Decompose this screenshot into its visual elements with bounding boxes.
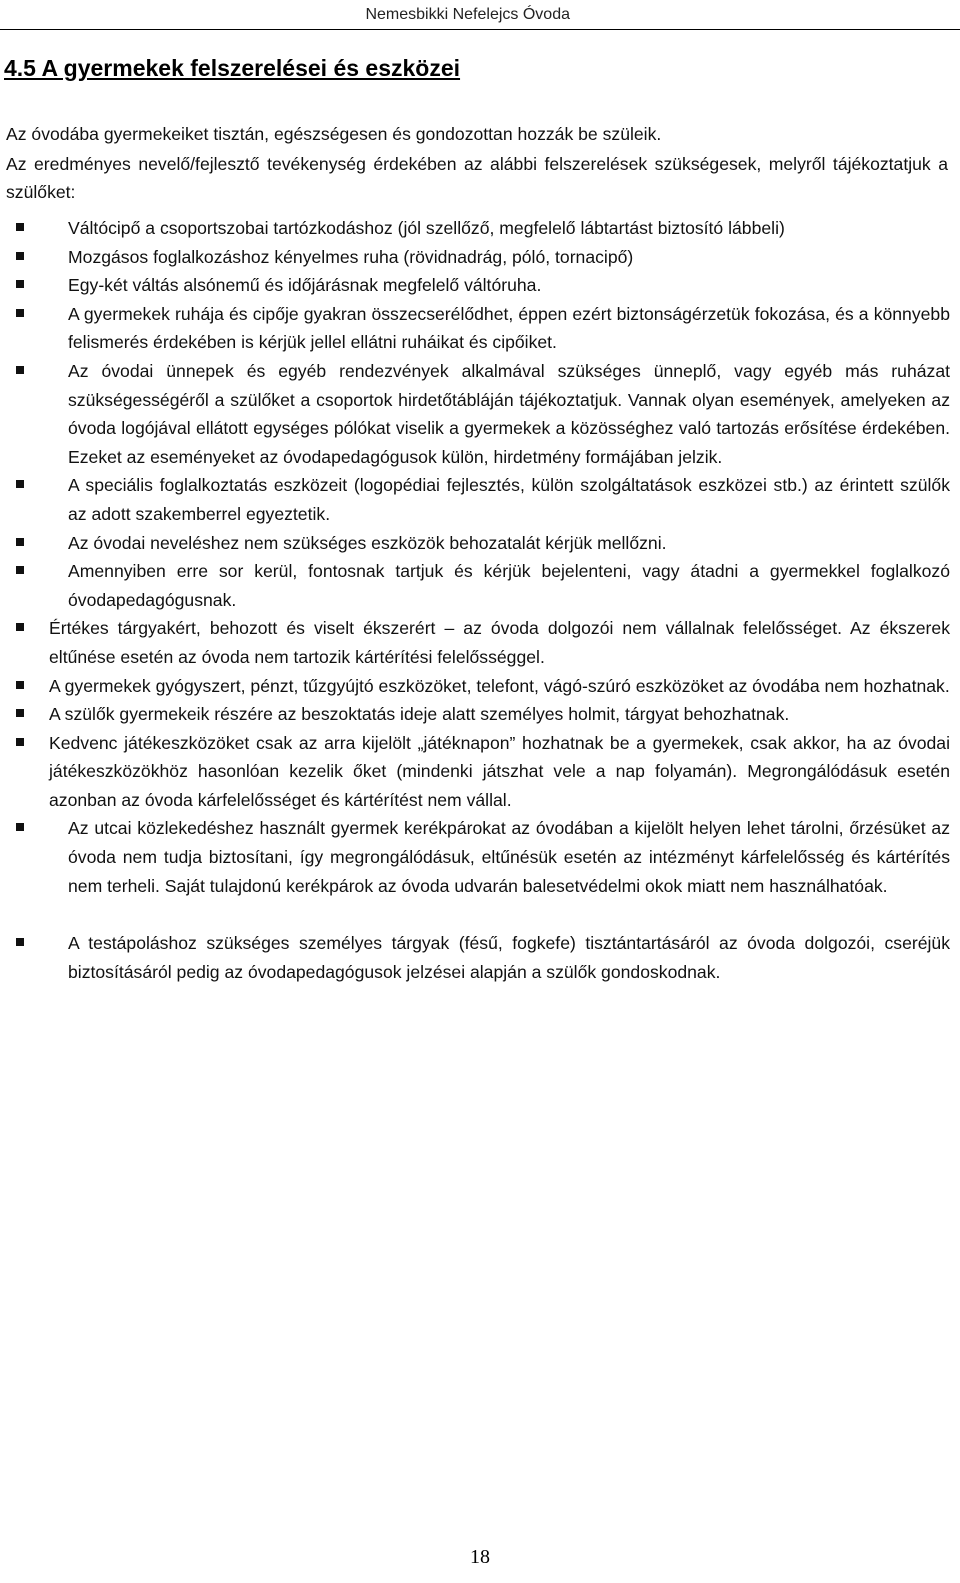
list-item: Az utcai közlekedéshez használt gyermek kerékpárokat az óvodában a kijelölt helyen lehet tárolni, őrzésüket az óvoda nem tudja biztosítani, így megrongálódásuk, eltűnésük esetén az intézményt kárfelelősség és kártérítés nem terheli. Saját tulajdonú kerékpárok az óvoda udvarán balesetvédelmi okok miatt nem használhatóak. (16, 814, 950, 900)
square-bullet-icon (16, 823, 24, 831)
intro-paragraph-2: Az eredményes nevelő/fejlesztő tevékenység érdekében az alábbi felszerelések szükségesek, melyről tájékoztatjuk a szülőket: (6, 154, 948, 202)
list-item: A speciális foglalkoztatás eszközeit (logopédiai fejlesztés, külön szolgáltatások eszközei stb.) az érintett szülők az adott szakemberrel egyeztetik. (16, 471, 950, 528)
list-item: Az óvodai neveléshez nem szükséges eszközök behozatalát kérjük mellőzni. (16, 529, 950, 558)
page-header: Nemesbikki Nefelejcs Óvoda (365, 6, 570, 23)
square-bullet-icon (16, 681, 24, 689)
requirements-list (16, 214, 950, 986)
section-title: 4.5 A gyermekek felszerelései és eszközei (4, 55, 461, 81)
list-item: A gyermekek gyógyszert, pénzt, tűzgyújtó eszközöket, telefont, vágó-szúró eszközöket az óvodába nem hozhatnak. (16, 672, 950, 701)
square-bullet-icon (16, 480, 24, 488)
list-item: Váltócipő a csoportszobai tartózkodáshoz (jól szellőző, megfelelő lábtartást biztosító lábbeli) (16, 214, 950, 243)
square-bullet-icon (16, 280, 24, 288)
square-bullet-icon (16, 223, 24, 231)
square-bullet-icon (16, 252, 24, 260)
list-item: Az óvodai ünnepek és egyéb rendezvények alkalmával szükséges ünneplő, vagy egyéb más ruházat szükségességéről a szülőket a csoportok hirdetőtábláján tájékoztatjuk. Vannak olyan események, amelyeken az óvoda logójával ellátott egységes pólókat viselik a gyermekek a közösséghez való tartozás erősítése érdekében. Ezeket az eseményeket az óvodapedagógusok külön, hirdetmény formájában jelzik. (16, 357, 950, 471)
square-bullet-icon (16, 738, 24, 746)
square-bullet-icon (16, 938, 24, 946)
square-bullet-icon (16, 566, 24, 574)
square-bullet-icon (16, 366, 24, 374)
square-bullet-icon (16, 623, 24, 631)
list-item: Mozgásos foglalkozáshoz kényelmes ruha (rövidnadrág, póló, tornacipő) (16, 243, 950, 272)
intro-paragraph-1: Az óvodába gyermekeiket tisztán, egészségesen és gondozottan hozzák be szüleik. (6, 124, 662, 144)
header-rule (0, 29, 960, 30)
square-bullet-icon (16, 709, 24, 717)
list-item: Egy-két váltás alsónemű és időjárásnak megfelelő váltóruha. (16, 271, 950, 300)
list-item: Kedvenc játékeszközöket csak az arra kijelölt „játéknapon” hozhatnak be a gyermekek, csak akkor, ha az óvodai játékeszközökhöz hasonlóan kezelik őket (mindenki játszhat vele a nap folyamán). Megrongálódásuk esetén azonban az óvoda kárfelelősséget és kártérítést nem vállal. (16, 729, 950, 815)
list-item: A gyermekek ruhája és cipője gyakran összecserélődhet, éppen ezért biztonságérzetük fokozása, és a könnyebb felismerés érdekében is kérjük jellel ellátni ruháikat és cipőiket. (16, 300, 950, 357)
list-item: Amennyiben erre sor kerül, fontosnak tartjuk és kérjük bejelenteni, vagy átadni a gyermekkel foglalkozó óvodapedagógusnak. (16, 557, 950, 614)
square-bullet-icon (16, 538, 24, 546)
list-item: A szülők gyermekeik részére az beszoktatás ideje alatt személyes holmit, tárgyat behozhatnak. (16, 700, 950, 729)
list-item: A testápoláshoz szükséges személyes tárgyak (fésű, fogkefe) tisztántartásáról az óvoda dolgozói, cseréjük biztosításáról pedig az óvodapedagógusok jelzései alapján a szülők gondoskodnak. (16, 929, 950, 986)
page-number: 18 (470, 1546, 490, 1568)
square-bullet-icon (16, 309, 24, 317)
list-item: Értékes tárgyakért, behozott és viselt ékszerért – az óvoda dolgozói nem vállalnak felelősséget. Az ékszerek eltűnése esetén az óvoda nem tartozik kártérítési felelősséggel. (16, 614, 950, 671)
